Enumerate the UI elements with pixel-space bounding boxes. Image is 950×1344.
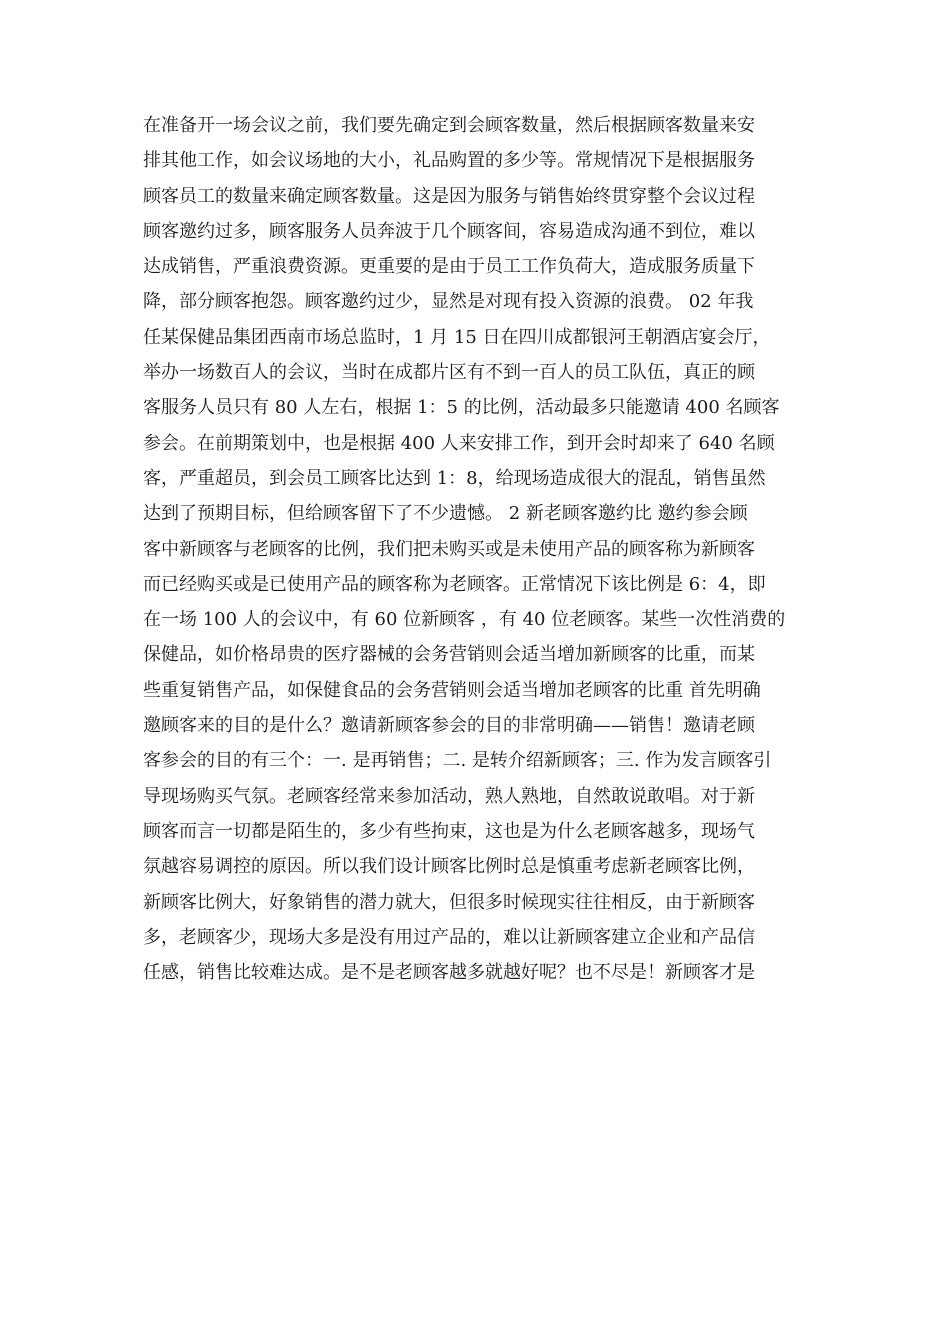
- text-line: 顾客邀约过多，顾客服务人员奔波于几个顾客间，容易造成沟通不到位，难以: [143, 220, 755, 242]
- text-line: 降，部分顾客抱怨。顾客邀约过少，显然是对现有投入资源的浪费。 02 年我: [143, 291, 754, 313]
- text-line: 参会。在前期策划中，也是根据 400 人来安排工作，到开会时却来了 640 名顾: [143, 432, 775, 454]
- text-line: 任感，销售比较难达成。是不是老顾客越多就越好呢？也不尽是！新顾客才是: [143, 962, 755, 984]
- text-line: 些重复销售产品，如保健食品的会务营销则会适当增加老顾客的比重 首先明确: [143, 679, 761, 701]
- text-line: 顾客而言一切都是陌生的，多少有些拘束，这也是为什么老顾客越多，现场气: [143, 820, 755, 842]
- text-line: 客中新顾客与老顾客的比例，我们把未购买或是未使用产品的顾客称为新顾客: [143, 538, 755, 560]
- text-line: 排其他工作，如会议场地的大小，礼品购置的多少等。常规情况下是根据服务: [143, 150, 755, 172]
- text-line: 保健品，如价格昂贵的医疗器械的会务营销则会适当增加新顾客的比重，而某: [143, 644, 755, 666]
- text-line: 在准备开一场会议之前，我们要先确定到会顾客数量，然后根据顾客数量来安: [143, 115, 755, 136]
- text-line: 顾客员工的数量来确定顾客数量。这是因为服务与销售始终贯穿整个会议过程: [143, 185, 755, 207]
- text-line: 任某保健品集团西南市场总监时，1 月 15 日在四川成都银河王朝酒店宴会厅，: [143, 326, 771, 348]
- text-line: 举办一场数百人的会议，当时在成都片区有不到一百人的员工队伍，真正的顾: [143, 362, 755, 384]
- text-line: 客参会的目的有三个：一. 是再销售；二. 是转介绍新顾客；三. 作为发言顾客引: [143, 750, 772, 772]
- text-line: 导现场购买气氛。老顾客经常来参加活动，熟人熟地，自然敢说敢唱。对于新: [143, 785, 755, 807]
- text-line: 氛越容易调控的原因。所以我们设计顾客比例时总是慎重考虑新老顾客比例，: [143, 856, 755, 878]
- text-line: 达到了预期目标，但给顾客留下了不少遗憾。 2 新老顾客邀约比 邀约参会顾: [143, 503, 748, 525]
- text-line: 多，老顾客少，现场大多是没有用过产品的，难以让新顾客建立企业和产品信: [143, 926, 755, 948]
- text-line: 达成销售，严重浪费资源。更重要的是由于员工工作负荷大，造成服务质量下: [143, 256, 755, 278]
- text-line: 邀顾客来的目的是什么？邀请新顾客参会的目的非常明确——销售！邀请老顾: [143, 715, 755, 737]
- text-line: 而已经购买或是已使用产品的顾客称为老顾客。正常情况下该比例是 6：4，即: [143, 573, 766, 595]
- body-text: [143, 108, 813, 990]
- text-line: 客，严重超员，到会员工顾客比达到 1：8，给现场造成很大的混乱，销售虽然: [143, 467, 766, 489]
- text-line: 客服务人员只有 80 人左右，根据 1：5 的比例，活动最多只能邀请 400 名顾客: [143, 397, 780, 419]
- text-line: 在一场 100 人的会议中，有 60 位新顾客 ，有 40 位老顾客。某些一次性消费的: [143, 609, 786, 631]
- text-line: 新顾客比例大，好象销售的潜力就大，但很多时候现实往往相反，由于新顾客: [143, 891, 755, 913]
